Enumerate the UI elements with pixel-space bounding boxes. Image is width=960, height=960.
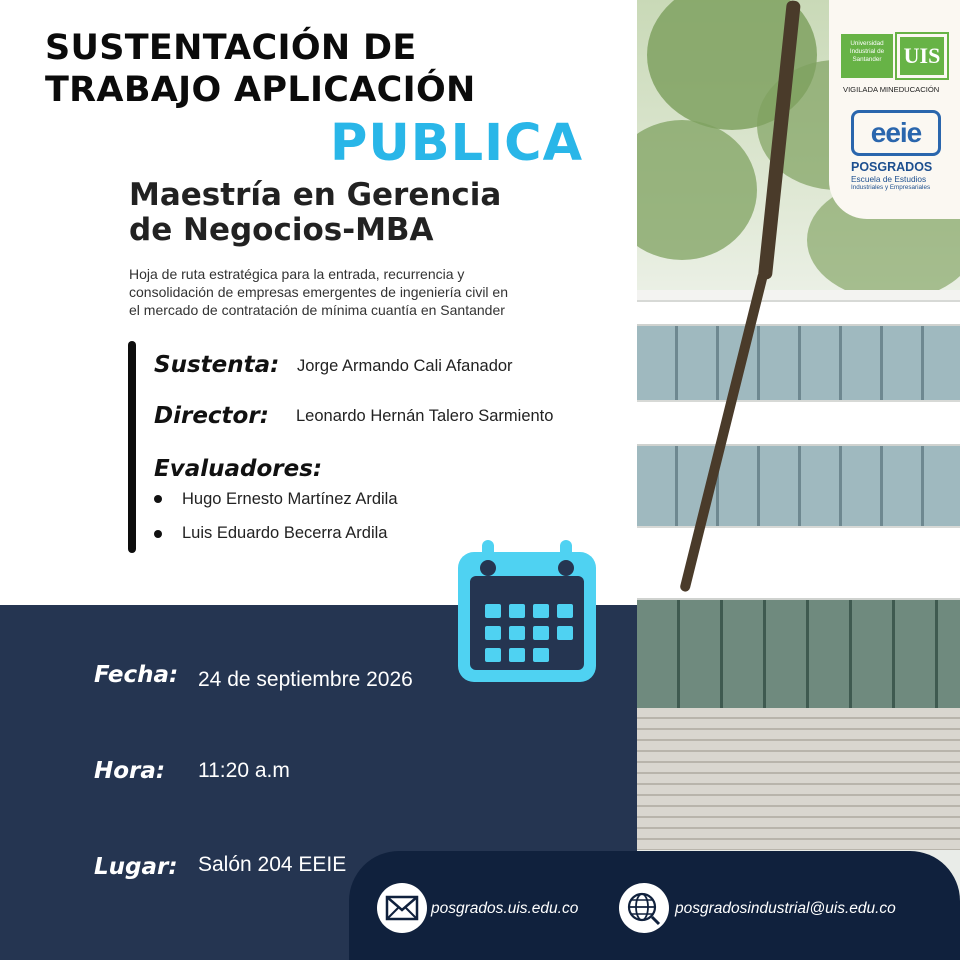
title-line-2: TRABAJO APLICACIÓN (45, 70, 476, 110)
uis-logo-text: Universidad Industrial de Santander (841, 34, 893, 78)
director-value: Leonardo Hernán Talero Sarmiento (296, 407, 554, 425)
calendar-icon (452, 538, 602, 688)
vigilada-text: VIGILADA MINEDUCACIÓN (843, 85, 940, 94)
contact-bar (349, 851, 960, 960)
fecha-label: Fecha: (94, 662, 179, 688)
program-name (129, 178, 501, 248)
eeie-logo: eeie (851, 110, 941, 156)
description-line-3: el mercado de contratación de mínima cuantía en Santander (129, 302, 505, 318)
bullet-icon (154, 495, 162, 503)
director-label: Director: (154, 403, 269, 429)
program-line-2: de Negocios-MBA (129, 212, 434, 248)
sustenta-label: Sustenta: (154, 352, 280, 378)
bullet-icon (154, 530, 162, 538)
mail-icon[interactable] (377, 883, 427, 933)
globe-icon[interactable] (619, 883, 669, 933)
description-line-1: Hoja de ruta estratégica para la entrada, recurrencia y (129, 266, 465, 282)
uis-logo-mark: UIS (897, 34, 947, 78)
sustenta-value: Jorge Armando Cali Afanador (297, 357, 513, 375)
description-line-2: consolidación de empresas emergentes de ingeniería civil en (129, 284, 508, 300)
evaluador-2: Luis Eduardo Becerra Ardila (182, 524, 388, 542)
link-posgrados-site[interactable]: posgrados.uis.edu.co (431, 900, 579, 917)
thesis-description (129, 265, 599, 319)
program-line-1: Maestría en Gerencia (129, 177, 502, 213)
lugar-label: Lugar: (94, 854, 178, 880)
hora-label: Hora: (94, 758, 166, 784)
divider-bar (128, 341, 136, 553)
link-posgrados-email[interactable]: posgradosindustrial@uis.edu.co (675, 900, 896, 917)
hora-value: 11:20 a.m (198, 759, 290, 782)
page-title (45, 27, 476, 111)
logo-panel (829, 0, 960, 219)
fecha-value: 24 de septiembre 2026 (198, 668, 413, 691)
lugar-value: Salón 204 EEIE (198, 853, 347, 876)
industriales-text: Industriales y Empresariales (851, 184, 931, 191)
posgrados-text: POSGRADOS (851, 160, 933, 174)
title-line-1: SUSTENTACIÓN DE (45, 28, 417, 68)
escuela-text: Escuela de Estudios (851, 174, 927, 184)
evaluador-1: Hugo Ernesto Martínez Ardila (182, 490, 398, 508)
publica-highlight: PUBLICA (330, 114, 584, 173)
evaluadores-label: Evaluadores: (154, 456, 323, 482)
